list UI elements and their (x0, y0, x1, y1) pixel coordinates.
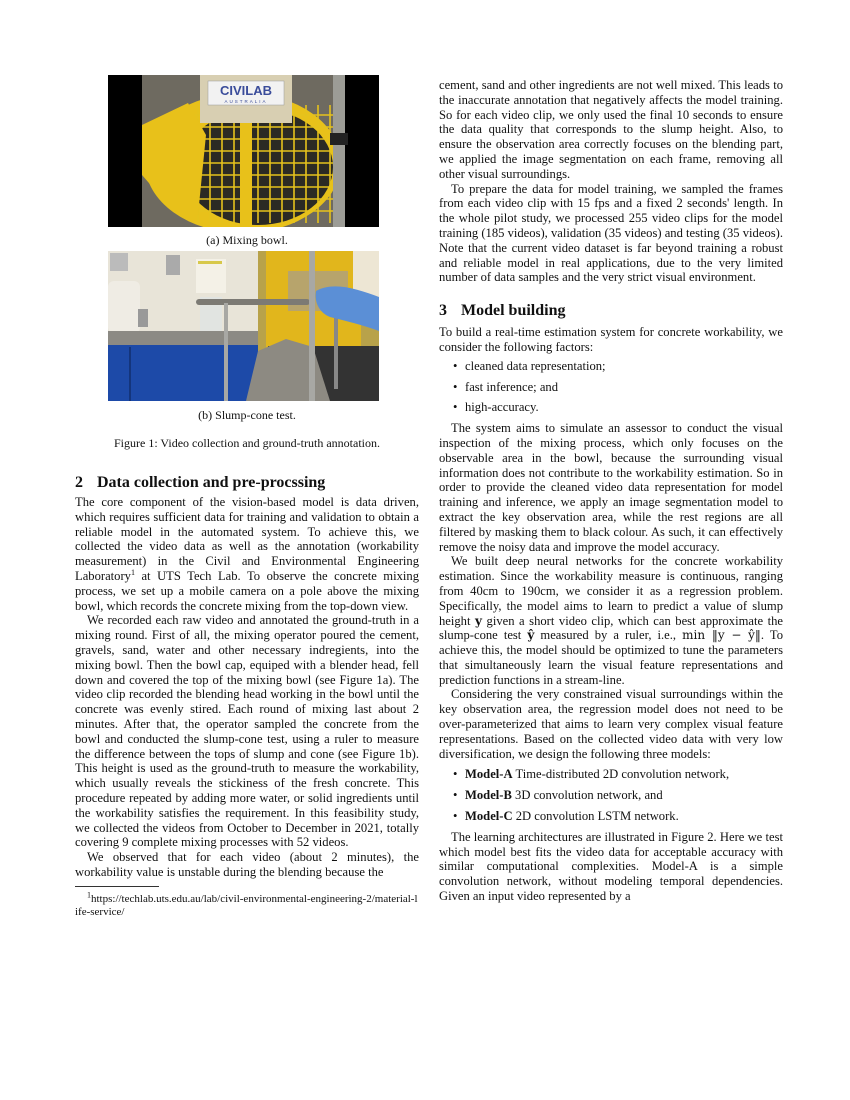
list-item: • high-accuracy. (465, 400, 783, 415)
figure-1a-caption: (a) Mixing bowl. (206, 233, 288, 247)
figure-1b-caption: (b) Slump-cone test. (198, 408, 296, 422)
paragraph-text: The core component of the vision-based model is data driven, which requires sufficient data for training and validation to obtain a reliable model in the automated system. To achieve this, we collected the video data as well as the annotation (workability measurement) in the Civil and Environmental Engineering Laboratory (75, 495, 419, 583)
section-title: Model building (461, 302, 566, 320)
footnote (75, 890, 419, 919)
list-item-model-c (465, 809, 783, 824)
prepare-data-paragraph: To prepare the data for model training, we sampled the frames from each video clip with 15 fps and a fixed 2 seconds' length. In the whole pilot study, we processed 255 video clips for the model training (185 videos), validation (35 videos) and testing (35 videos). Note that the current video dataset is far beyond training a robust and reliable model in real applications, due to the very limited number of data samples and the very strict visual environment. (439, 181, 783, 285)
slump-cone-image (108, 251, 379, 401)
section-2-paragraph-1 (75, 495, 419, 613)
section-3-intro: To build a real-time estimation system for concrete workability, we consider the following factors: (439, 325, 783, 354)
australia-label: AUSTRALIA (224, 99, 268, 104)
math-symbol-y: y (475, 613, 482, 628)
list-item: • fast inference; and (465, 380, 783, 395)
model-description: 2D convolution LSTM network. (512, 809, 679, 824)
paragraph-text: measured by a ruler, i.e., (534, 628, 683, 643)
section-number: 3 (439, 302, 447, 320)
civilab-label: CIVILAB (220, 83, 272, 98)
footnote-divider (75, 886, 159, 887)
footnote-mark: 1 (87, 890, 91, 900)
mixing-bowl-image (108, 75, 379, 227)
section-2-paragraph-3: We observed that for each video (about 2 minutes), the workability value is unstable during the blending because the (75, 850, 419, 879)
figure-1b (108, 251, 379, 401)
left-column (75, 474, 419, 919)
paragraph-text: at UTS Tech Lab. To observe the concrete mixing process, we set up a mobile camera on a pole above the mixing bowl, which records the concrete mixing from the top-down view. (75, 568, 419, 613)
section-3-heading (439, 302, 783, 320)
list-item: • cleaned data representation; (465, 359, 783, 374)
system-paragraph: The system aims to simulate an assessor to conduct the visual inspection of the mixing process, which only focuses on the observable area in the bowl, because the surrounding visual information does not contribute to the workability estimation. So in order to provide the cleaned video data representation for model training and inference, we apply an image segmentation model to extract the key observation area, while the rest regions are all filtered by masking them to black colour. As such, it can effectively remove the noisy data and improve the model accuracy. (439, 421, 783, 554)
model-description: Time-distributed 2D convolution network, (512, 767, 730, 782)
list-item-model-a (465, 767, 783, 782)
considering-paragraph: Considering the very constrained visual surroundings within the key observation area, the regression model does not need to be over-parameterized that aims to learn very complex visual feature representations. Based on the collected video data with very low diversification, we design the following three models: (439, 687, 783, 761)
figure-1-caption: Figure 1: Video collection and ground-truth annotation. (113, 436, 380, 450)
slump-cone-illustration (108, 251, 379, 401)
mixing-bowl-illustration (108, 75, 379, 227)
footnote-reference[interactable]: 1 (130, 567, 135, 577)
model-name: Model-A (465, 767, 513, 782)
math-expression: min ‖y − ŷ‖ (682, 628, 761, 643)
model-name: Model-C (465, 809, 513, 824)
paragraph-text: given a short video clip, which can best approximate the slump-cone test (439, 613, 783, 643)
right-column (439, 78, 783, 904)
section-2-heading (75, 474, 419, 492)
continued-paragraph: cement, sand and other ingredients are not well mixed. This leads to the inaccurate annotation that negatively affects the model training. So for each video clip, we only used the final 10 seconds to ensure the data quality that corresponds to the slump height. Also, to ensure the observation area correctly focuses on the blending part, we applied the image segmentation on each frame, removing all other visual surroundings. (439, 78, 783, 181)
section-number: 2 (75, 474, 83, 491)
section-2-paragraph-2: We recorded each raw video and annotated the ground-truth in a mixing round. First of all, the mixing operator poured the cement, gravels, sand, water and other necessary indregients, into the mixing bowl. Then the bowl cap, equiped with a blender head, fell down and covered the top of the mixing bowl (see Figure 1a). The video clip recorded the blending head working in the bowl until the concrete was evenly stired. Each round of mixing last about 2 minutes. After that, the operator sampled the concrete from the bowl and conducted the slump-cone test, using a ruler to measure the difference between the tops of slump and cone (see Figure 1b). This height is used as the ground-truth to measure the workability, which usually reveals the stickiness of the fresh concrete. This procedure repeated by adding more water, or solid ingredients until the workability satisfies the requirement. In this feasibility study, we collected the videos from October to December in 2021, totally covering 9 complete mixing processes with 52 videos. (75, 613, 419, 850)
built-networks-paragraph (439, 554, 783, 687)
figure-1a (108, 75, 379, 227)
models-list (439, 767, 783, 823)
learning-architectures-paragraph: The learning architectures are illustrated in Figure 2. Here we test which model best fits the video data for acceptable accuracy with similar computational complexities. Model-A is a simple convolution network, without modeling temporal dependencies. Given an input video represented by a (439, 829, 783, 904)
paragraph-text: We built deep neural networks for the concrete workability estimation. Since the workability measure is continuous, ranging from 40cm to 190cm, we consider it as a regression problem. Specifically, the model aims to learn to predict a value of slump height (439, 554, 783, 628)
paragraph-text: . To achieve this, the model should be optimized to tune the parameters that simultaneously learn the visual feature representations and prediction functions in a stream-line. (439, 628, 783, 687)
footnote-url[interactable]: https://techlab.uts.edu.au/lab/civil-environmental-engineering-2/material-life-service/ (75, 892, 418, 918)
section-title: Data collection and pre-procssing (97, 474, 326, 491)
factors-list (439, 359, 783, 415)
list-item-model-b (465, 788, 783, 803)
model-description: 3D convolution network, and (511, 788, 663, 803)
math-symbol-yhat: ŷ (527, 628, 535, 643)
model-name: Model-B (465, 788, 512, 803)
